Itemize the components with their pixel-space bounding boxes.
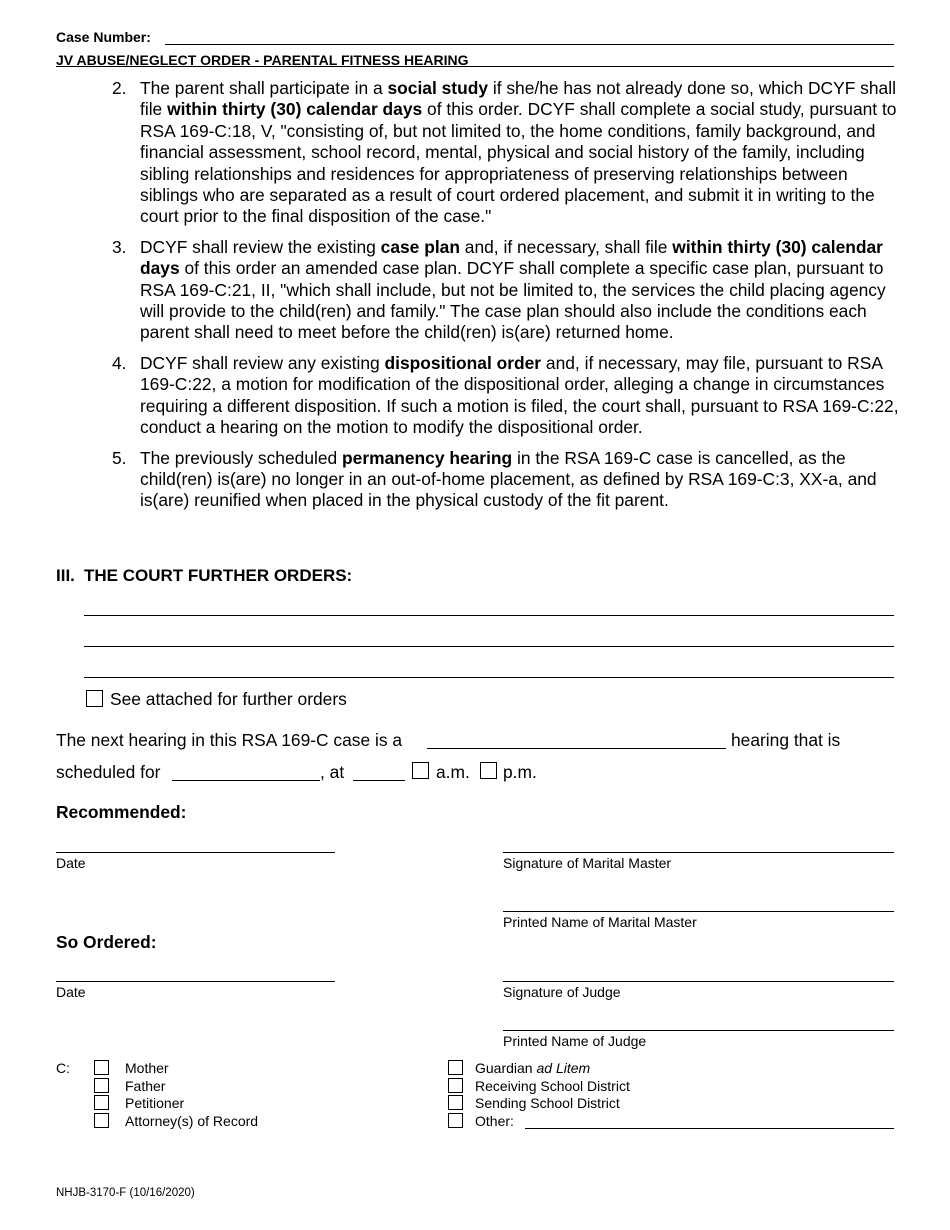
copy-guardian-checkbox[interactable] <box>448 1060 463 1075</box>
master-printed-name-field[interactable] <box>503 911 894 912</box>
further-orders-line-1[interactable] <box>84 615 894 616</box>
order-emphasis: within thirty (30) calendar days <box>167 99 423 120</box>
order-item <box>112 78 902 228</box>
copy-guardian-italic: ad Litem <box>536 1060 591 1076</box>
copy-receiving-school-checkbox[interactable] <box>448 1078 463 1093</box>
so-ordered-date-label: Date <box>56 984 86 1000</box>
copy-petitioner-label: Petitioner <box>125 1095 185 1111</box>
copy-father-label: Father <box>125 1078 166 1094</box>
so-ordered-date-field[interactable] <box>56 981 335 982</box>
copy-mother-checkbox[interactable] <box>94 1060 109 1075</box>
hearing-time-field[interactable] <box>353 780 405 781</box>
recommended-heading: Recommended: <box>56 802 187 822</box>
judge-signature-field[interactable] <box>503 981 894 982</box>
am-checkbox[interactable] <box>412 762 429 779</box>
see-attached-label: See attached for further orders <box>110 689 347 709</box>
copy-attorney-label: Attorney(s) of Record <box>125 1113 259 1129</box>
pm-checkbox[interactable] <box>480 762 497 779</box>
order-text-segment: and, if necessary, may file, pursuant to RSA 169-C:22, a motion for modification of the dispositional order, alleging a change in circumstances requiring a different disposition. If such a motion is filed, the court shall, pursuant to RSA 169-C:22, conduct a hearing on the motion to modify the dispositional order. <box>140 352 899 438</box>
further-orders-num: III. <box>56 566 75 585</box>
am-label: a.m. <box>436 762 470 782</box>
order-text <box>140 78 902 228</box>
case-number-field[interactable] <box>165 44 894 45</box>
master-printed-name-label: Printed Name of Marital Master <box>503 914 697 930</box>
order-emphasis: dispositional order <box>384 352 542 373</box>
header-rule <box>56 66 894 67</box>
order-text-segment: DCYF shall review any existing <box>140 352 385 373</box>
copy-other-label: Other: <box>475 1113 514 1129</box>
order-emphasis: permanency hearing <box>342 447 513 468</box>
order-number: 2. <box>112 78 127 98</box>
order-number: 5. <box>112 447 127 468</box>
copies-label: C: <box>56 1060 70 1076</box>
order-item <box>112 353 902 439</box>
order-text-segment: in the RSA 169-C case is cancelled, as the child(ren) is(are) no longer in an out-of-home placement, as defined by RSA 169-C:3, XX-a, and is(are) reunified when placed in the physical custody of the fit parent. <box>140 447 877 511</box>
copy-sending-school-checkbox[interactable] <box>448 1095 463 1110</box>
copy-guardian-text: Guardian <box>475 1060 537 1076</box>
hearing-that-is-text: hearing that is <box>731 730 841 750</box>
copy-father-checkbox[interactable] <box>94 1078 109 1093</box>
order-number: 3. <box>112 236 127 257</box>
order-number: 4. <box>112 352 127 373</box>
order-text-segment: of this order an amended case plan. DCYF shall complete a specific case plan, pursuant to RSA 169-C:21, II, "which shall include, but not be limited to, the services the child placing agency will provide to the child(ren) and family." The case plan should also include the conditions each parent shall need to meet before the child(ren) is(are) returned home. <box>140 258 886 343</box>
order-text <box>140 448 902 512</box>
form-title: JV ABUSE/NEGLECT ORDER - PARENTAL FITNESS HEARING <box>56 52 469 68</box>
further-orders-line-2[interactable] <box>84 646 894 647</box>
at-text: , at <box>320 762 345 782</box>
judge-signature-label: Signature of Judge <box>503 984 621 1000</box>
copy-attorney-checkbox[interactable] <box>94 1113 109 1128</box>
order-text-segment: The parent shall participate in a <box>140 78 388 98</box>
recommended-date-field[interactable] <box>56 852 335 853</box>
master-signature-field[interactable] <box>503 852 894 853</box>
further-orders-heading: THE COURT FURTHER ORDERS: <box>84 566 353 585</box>
order-item <box>112 237 902 344</box>
judge-printed-name-field[interactable] <box>503 1030 894 1031</box>
pm-label: p.m. <box>503 762 537 782</box>
order-text <box>140 353 902 439</box>
order-emphasis: social study <box>387 78 488 98</box>
hearing-type-field[interactable] <box>427 748 726 749</box>
order-text <box>140 237 902 344</box>
orders-list <box>112 78 902 521</box>
copy-mother-label: Mother <box>125 1060 169 1076</box>
copy-other-checkbox[interactable] <box>448 1113 463 1128</box>
next-hearing-text: The next hearing in this RSA 169-C case is a <box>56 730 403 750</box>
see-attached-checkbox[interactable] <box>86 690 103 707</box>
order-item <box>112 448 902 512</box>
recommended-date-label: Date <box>56 855 86 871</box>
copy-petitioner-checkbox[interactable] <box>94 1095 109 1110</box>
form-id: NHJB-3170-F (10/16/2020) <box>56 1187 195 1199</box>
copy-other-field[interactable] <box>525 1128 894 1129</box>
order-text-segment: DCYF shall review the existing <box>140 236 381 257</box>
so-ordered-heading: So Ordered: <box>56 932 157 952</box>
judge-printed-name-label: Printed Name of Judge <box>503 1033 647 1049</box>
order-emphasis: case plan <box>380 236 460 257</box>
further-orders-line-3[interactable] <box>84 677 894 678</box>
order-text-segment: of this order. DCYF shall complete a social study, pursuant to RSA 169-C:18, V, "consisting of, but not limited to, the home conditions, family background, and financial assessment, school record, mental, physical and social history of the family, including sibling relationships and residences for appropriateness of preserving relationships between siblings who are separated as a result of court ordered placement, and submit it in writing to the court prior to the final disposition of the case." <box>140 99 897 227</box>
scheduled-for-text: scheduled for <box>56 762 161 782</box>
order-emphasis: within thirty (30) calendar days <box>140 236 883 279</box>
order-text-segment: and, if necessary, shall file <box>459 236 673 257</box>
master-signature-label: Signature of Marital Master <box>503 855 672 871</box>
case-number-label: Case Number: <box>56 29 151 45</box>
copy-sending-school-label: Sending School District <box>475 1095 620 1111</box>
order-text-segment: The previously scheduled <box>140 447 343 468</box>
order-text-segment: if she/he has not already done so, which DCYF shall file <box>140 78 896 120</box>
copy-receiving-school-label: Receiving School District <box>475 1078 630 1094</box>
hearing-date-field[interactable] <box>172 780 320 781</box>
copy-guardian-label <box>475 1060 590 1076</box>
